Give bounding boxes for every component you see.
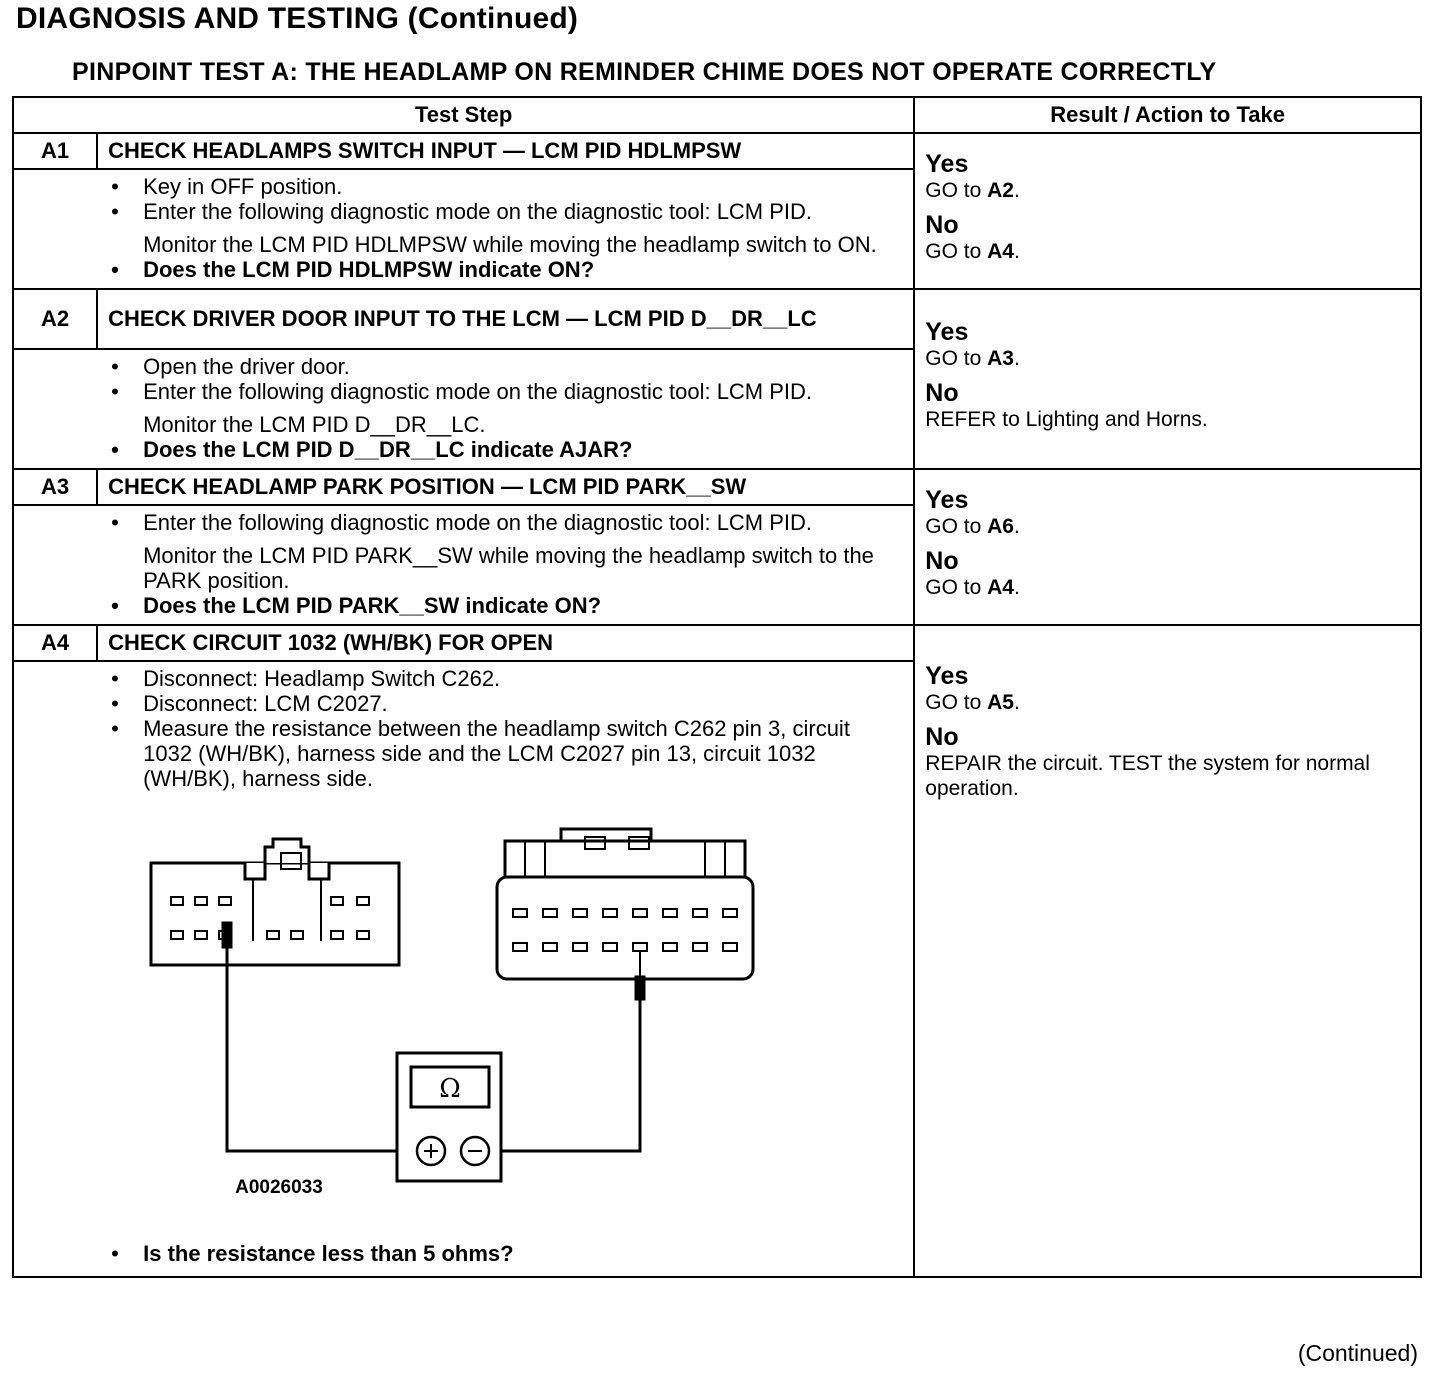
headlamp-switch-connector xyxy=(151,839,399,965)
pinpoint-test-title: PINPOINT TEST A: THE HEADLAMP ON REMINDER CHIME DOES NOT OPERATE CORRECTLY xyxy=(72,58,1217,86)
test-step-header: Test Step xyxy=(13,97,914,133)
yes-label: Yes xyxy=(925,486,969,514)
step-question: • Does the LCM PID PARK__SW indicate ON? xyxy=(105,593,901,618)
lcm-connector xyxy=(497,829,753,999)
step-id: A2 xyxy=(13,289,97,349)
step-item: • Key in OFF position. xyxy=(105,174,901,199)
yes-label: Yes xyxy=(925,150,969,178)
step-a4-heading-row xyxy=(13,625,1421,661)
step-body xyxy=(97,661,914,1277)
no-action: GO to A4. xyxy=(925,576,1020,599)
result-header: Result / Action to Take xyxy=(914,97,1421,133)
step-id: A1 xyxy=(13,133,97,169)
no-action: REPAIR the circuit. TEST the system for normal operation. xyxy=(925,752,1370,800)
step-id: A4 xyxy=(13,625,97,661)
step-item: • Enter the following diagnostic mode on the diagnostic tool: LCM PID. xyxy=(105,199,901,224)
yes-action: GO to A3. xyxy=(925,347,1020,370)
step-result xyxy=(914,133,1421,289)
step-item: • Enter the following diagnostic mode on the diagnostic tool: LCM PID. xyxy=(105,379,901,404)
step-result xyxy=(914,289,1421,469)
page-title: DIAGNOSIS AND TESTING (Continued) xyxy=(16,2,579,35)
step-question: • Does the LCM PID HDLMPSW indicate ON? xyxy=(105,257,901,282)
step-note: Monitor the LCM PID HDLMPSW while moving the headlamp switch to ON. xyxy=(143,232,877,257)
step-note: Monitor the LCM PID D__DR__LC. xyxy=(143,412,486,437)
step-item: • Disconnect: LCM C2027. xyxy=(105,691,901,716)
yes-action: GO to A6. xyxy=(925,515,1020,538)
step-item: • Enter the following diagnostic mode on the diagnostic tool: LCM PID. xyxy=(105,510,901,535)
ohmmeter xyxy=(397,1053,501,1181)
pinpoint-test-table xyxy=(12,96,1422,1278)
table-header-row xyxy=(13,97,1421,133)
step-body xyxy=(97,169,914,289)
ohm-symbol: Ω xyxy=(439,1074,461,1104)
step-body xyxy=(97,505,914,625)
step-result xyxy=(914,625,1421,1277)
no-action: REFER to Lighting and Horns. xyxy=(925,408,1208,431)
continued-label: (Continued) xyxy=(1297,1340,1418,1366)
yes-action: GO to A5. xyxy=(925,691,1020,714)
step-item: • Disconnect: Headlamp Switch C262. xyxy=(105,666,901,691)
no-label: No xyxy=(925,211,959,239)
step-question: • Does the LCM PID D__DR__LC indicate AJAR? xyxy=(105,437,901,462)
step-id: A3 xyxy=(13,469,97,505)
no-label: No xyxy=(925,723,959,751)
yes-action: GO to A2. xyxy=(925,179,1020,202)
step-note: Monitor the LCM PID PARK__SW while moving the headlamp switch to the PARK position. xyxy=(143,543,874,593)
step-heading: CHECK DRIVER DOOR INPUT TO THE LCM — LCM PID D__DR__LC xyxy=(97,289,914,349)
step-a3-heading-row xyxy=(13,469,1421,505)
step-item: • Measure the resistance between the headlamp switch C262 pin 3, circuit 1032 (WH/BK), harness side and the LCM C2027 pin 13, circuit 1032 (WH/BK), harness side. xyxy=(105,716,901,791)
figure-id: A0026033 xyxy=(235,1177,323,1198)
yes-label: Yes xyxy=(925,318,969,346)
connector-diagram xyxy=(105,801,905,1211)
step-heading: CHECK HEADLAMPS SWITCH INPUT — LCM PID HDLMPSW xyxy=(97,133,914,169)
step-item: • Open the driver door. xyxy=(105,354,901,379)
step-heading: CHECK HEADLAMP PARK POSITION — LCM PID PARK__SW xyxy=(97,469,914,505)
test-lead-positive xyxy=(227,947,403,1151)
test-lead-negative xyxy=(489,999,640,1151)
step-a1-heading-row xyxy=(13,133,1421,169)
step-result xyxy=(914,469,1421,625)
step-heading: CHECK CIRCUIT 1032 (WH/BK) FOR OPEN xyxy=(97,625,914,661)
step-body xyxy=(97,349,914,469)
step-a2-heading-row xyxy=(13,289,1421,349)
no-action: GO to A4. xyxy=(925,240,1020,263)
no-label: No xyxy=(925,547,959,575)
connector-test-figure xyxy=(105,801,901,1241)
no-label: No xyxy=(925,379,959,407)
step-question: • Is the resistance less than 5 ohms? xyxy=(105,1241,901,1266)
yes-label: Yes xyxy=(925,662,969,690)
